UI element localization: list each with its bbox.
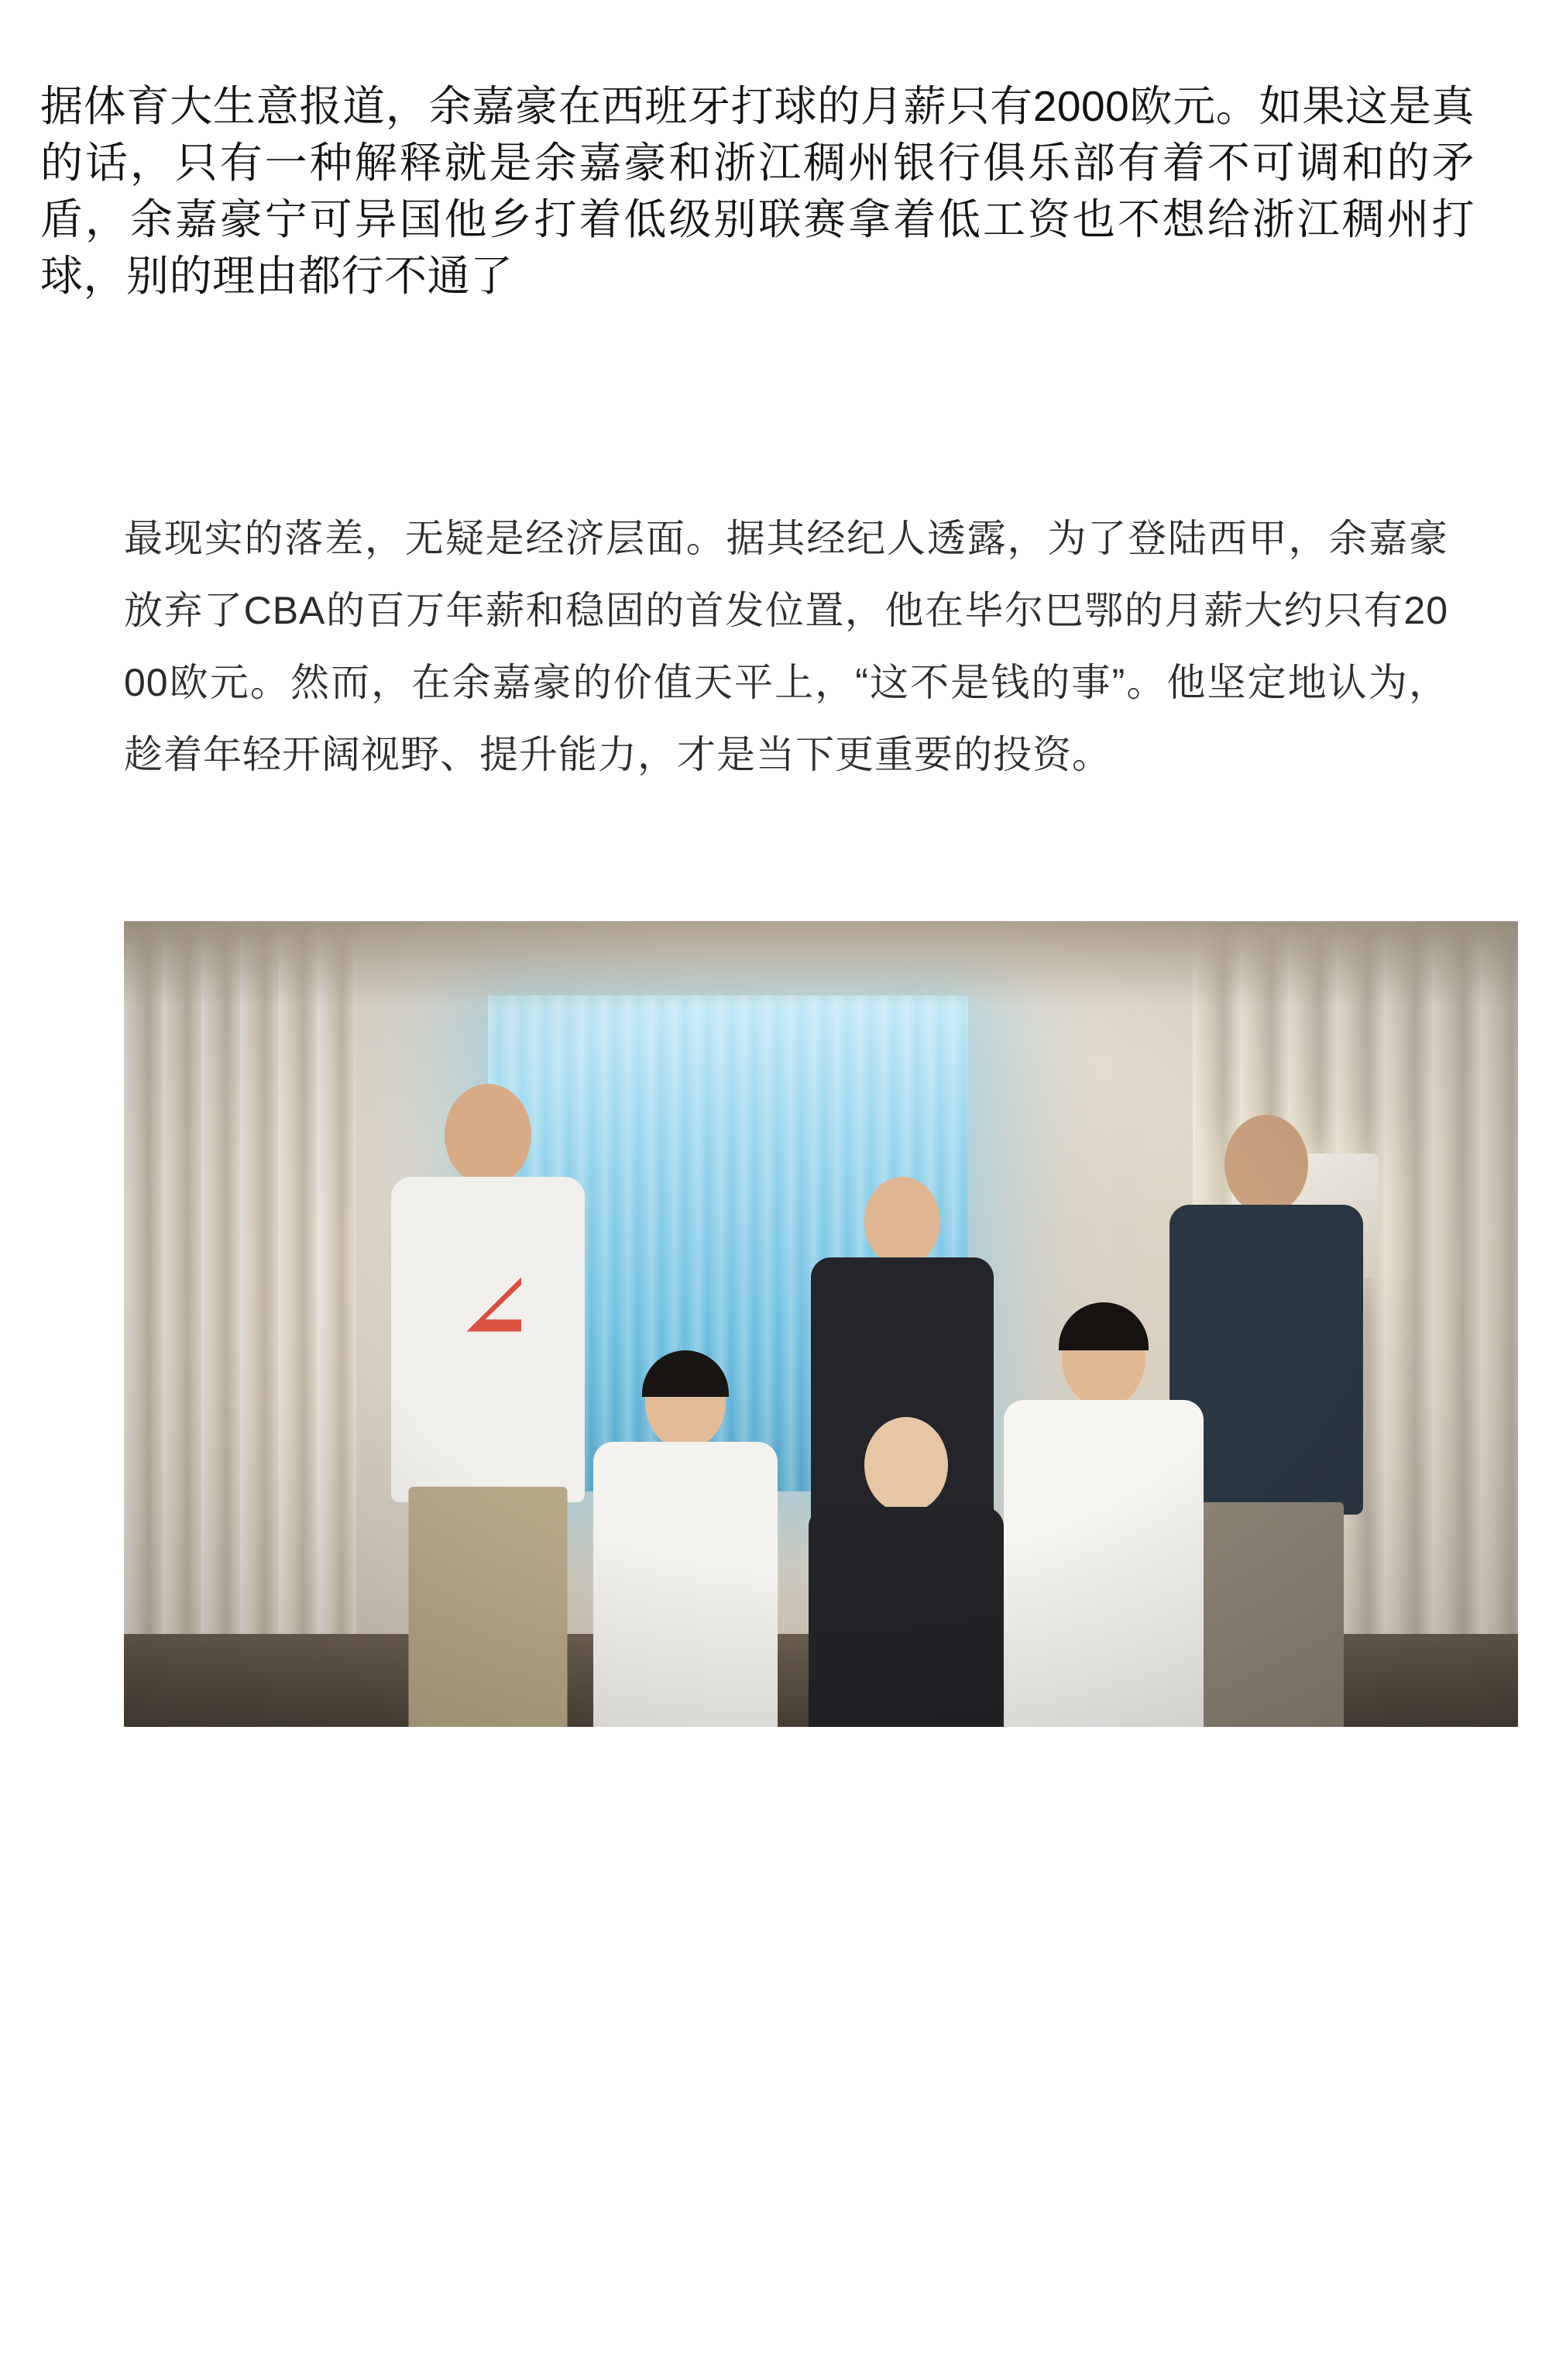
person-torso bbox=[1004, 1400, 1204, 1727]
person-head bbox=[445, 1084, 531, 1186]
photo-block bbox=[0, 830, 1549, 1727]
body-paragraph-block bbox=[0, 348, 1549, 791]
person-front-right bbox=[999, 1309, 1208, 1727]
person-torso bbox=[391, 1177, 585, 1502]
ceiling-shadow bbox=[124, 921, 1518, 1006]
person-legs bbox=[1189, 1502, 1344, 1727]
person-front-left bbox=[589, 1355, 782, 1727]
person-front-center bbox=[805, 1417, 1007, 1727]
person-torso bbox=[593, 1442, 778, 1727]
group-photo bbox=[124, 921, 1518, 1727]
person-torso bbox=[809, 1507, 1004, 1727]
curtain-left bbox=[124, 921, 356, 1727]
lead-paragraph-block bbox=[0, 0, 1549, 305]
person-legs bbox=[409, 1487, 568, 1727]
person-head bbox=[864, 1417, 948, 1513]
person-head bbox=[864, 1177, 940, 1267]
person-hair bbox=[1059, 1302, 1149, 1350]
body-paragraph: 最现实的落差，无疑是经济层面。据其经纪人透露，为了登陆西甲，余嘉豪放弃了CBA的百万年薪和稳固的首发位置，他在毕尔巴鄂的月薪大约只有2000欧元。然而，在余嘉豪的价值天平上，“这不是钱的事”。他坚定地认为，趁着年轻开阔视野、提升能力，才是当下更重要的投资。 bbox=[124, 516, 1448, 776]
person-back-left bbox=[380, 1084, 596, 1727]
person-hair bbox=[642, 1350, 729, 1397]
lead-paragraph: 据体育大生意报道，余嘉豪在西班牙打球的月薪只有2000欧元。如果这是真的话，只有一种解释就是余嘉豪和浙江稠州银行俱乐部有着不可调和的矛盾，余嘉豪宁可异国他乡打着低级别联赛拿着低工资也不想给浙江稠州打球，别的理由都行不通了 bbox=[40, 82, 1475, 301]
person-head bbox=[1224, 1115, 1308, 1214]
